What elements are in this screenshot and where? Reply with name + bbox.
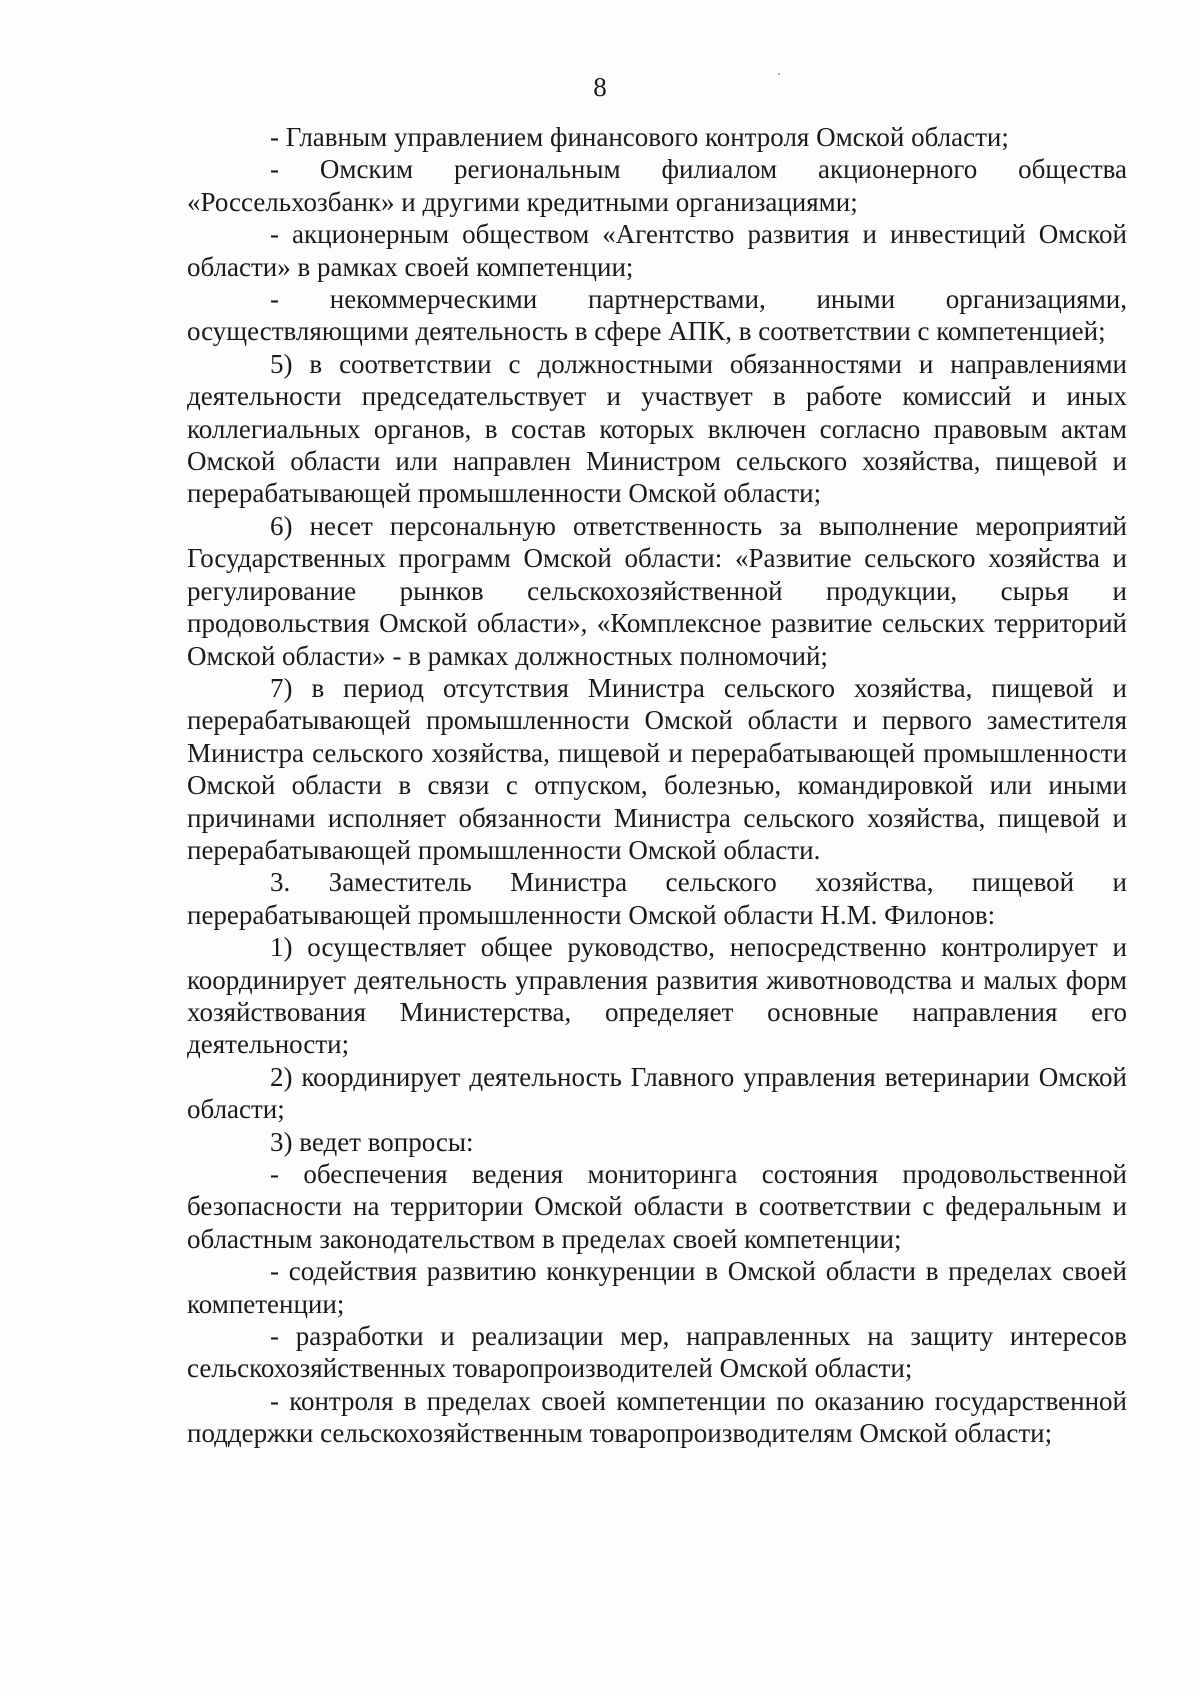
paragraph: - обеспечения ведения мониторинга состояния продовольственной безопасности на территории Омской области в соответствии с федеральным и областным законодательством в пределах своей компетенции; [187, 1159, 1127, 1254]
paragraph: - контроля в пределах своей компетенции по оказанию государственной поддержки сельскохозяйственным товаропроизводителям Омской области; [187, 1385, 1127, 1449]
paragraph: 1) осуществляет общее руководство, непосредственно контролирует и координирует деятельность управления развития животноводства и малых форм хозяйствования Министерства, определяет основные направления его деятельности; [187, 932, 1127, 1060]
paragraph: 6) несет персональную ответственность за выполнение мероприятий Государственных программ Омской области: «Развитие сельского хозяйства и регулирование рынков сельскохозяйственной продукции, сырья и продовольствия Омской области», «Комплексное развитие сельских территорий Омской области» - в рамках должностных полномочий; [187, 510, 1127, 671]
page-number: 8 [593, 72, 607, 102]
paragraph: - содействия развитию конкуренции в Омской области в пределах своей компетенции; [187, 1256, 1127, 1319]
paragraph: 3) ведет вопросы: [270, 1126, 474, 1157]
paragraph: - Омским региональным филиалом акционерного общества «Россельхозбанк» и другими кредитными организациями; [187, 154, 1127, 217]
paragraph: - разработки и реализации мер, направленных на защиту интересов сельскохозяйственных товаропроизводителей Омской области; [187, 1321, 1127, 1384]
paragraph: 2) координирует деятельность Главного управления ветеринарии Омской области; [187, 1061, 1127, 1125]
paragraph: 3. Заместитель Министра сельского хозяйства, пищевой и перерабатывающей промышленности Омской области Н.М. Филонов: [187, 867, 1127, 930]
paragraph: - некоммерческими партнерствами, иными организациями, осуществляющими деятельность в сфере АПК, в соответствии с компетенцией; [187, 284, 1127, 347]
paragraph: - Главным управлением финансового контроля Омской области; [270, 122, 1009, 152]
document-body [187, 121, 1127, 1450]
paragraph: - акционерным обществом «Агентство развития и инвестиций Омской области» в рамках своей компетенции; [187, 219, 1127, 282]
paragraph: 7) в период отсутствия Министра сельского хозяйства, пищевой и перерабатывающей промышленности Омской области и первого заместителя Министра сельского хозяйства, пищевой и перерабатывающей промышленности Омской области в связи с отпуском, болезнью, командировкой или иными причинами исполняет обязанности Министра сельского хозяйства, пищевой и перерабатывающей промышленности Омской области. [187, 672, 1127, 865]
paragraph: 5) в соответствии с должностными обязанностями и направлениями деятельности председательствует и участвует в работе комиссий и иных коллегиальных органов, в состав которых включен согласно правовым актам Омской области или направлен Министром сельского хозяйства, пищевой и перерабатывающей промышленности Омской области; [187, 348, 1127, 509]
